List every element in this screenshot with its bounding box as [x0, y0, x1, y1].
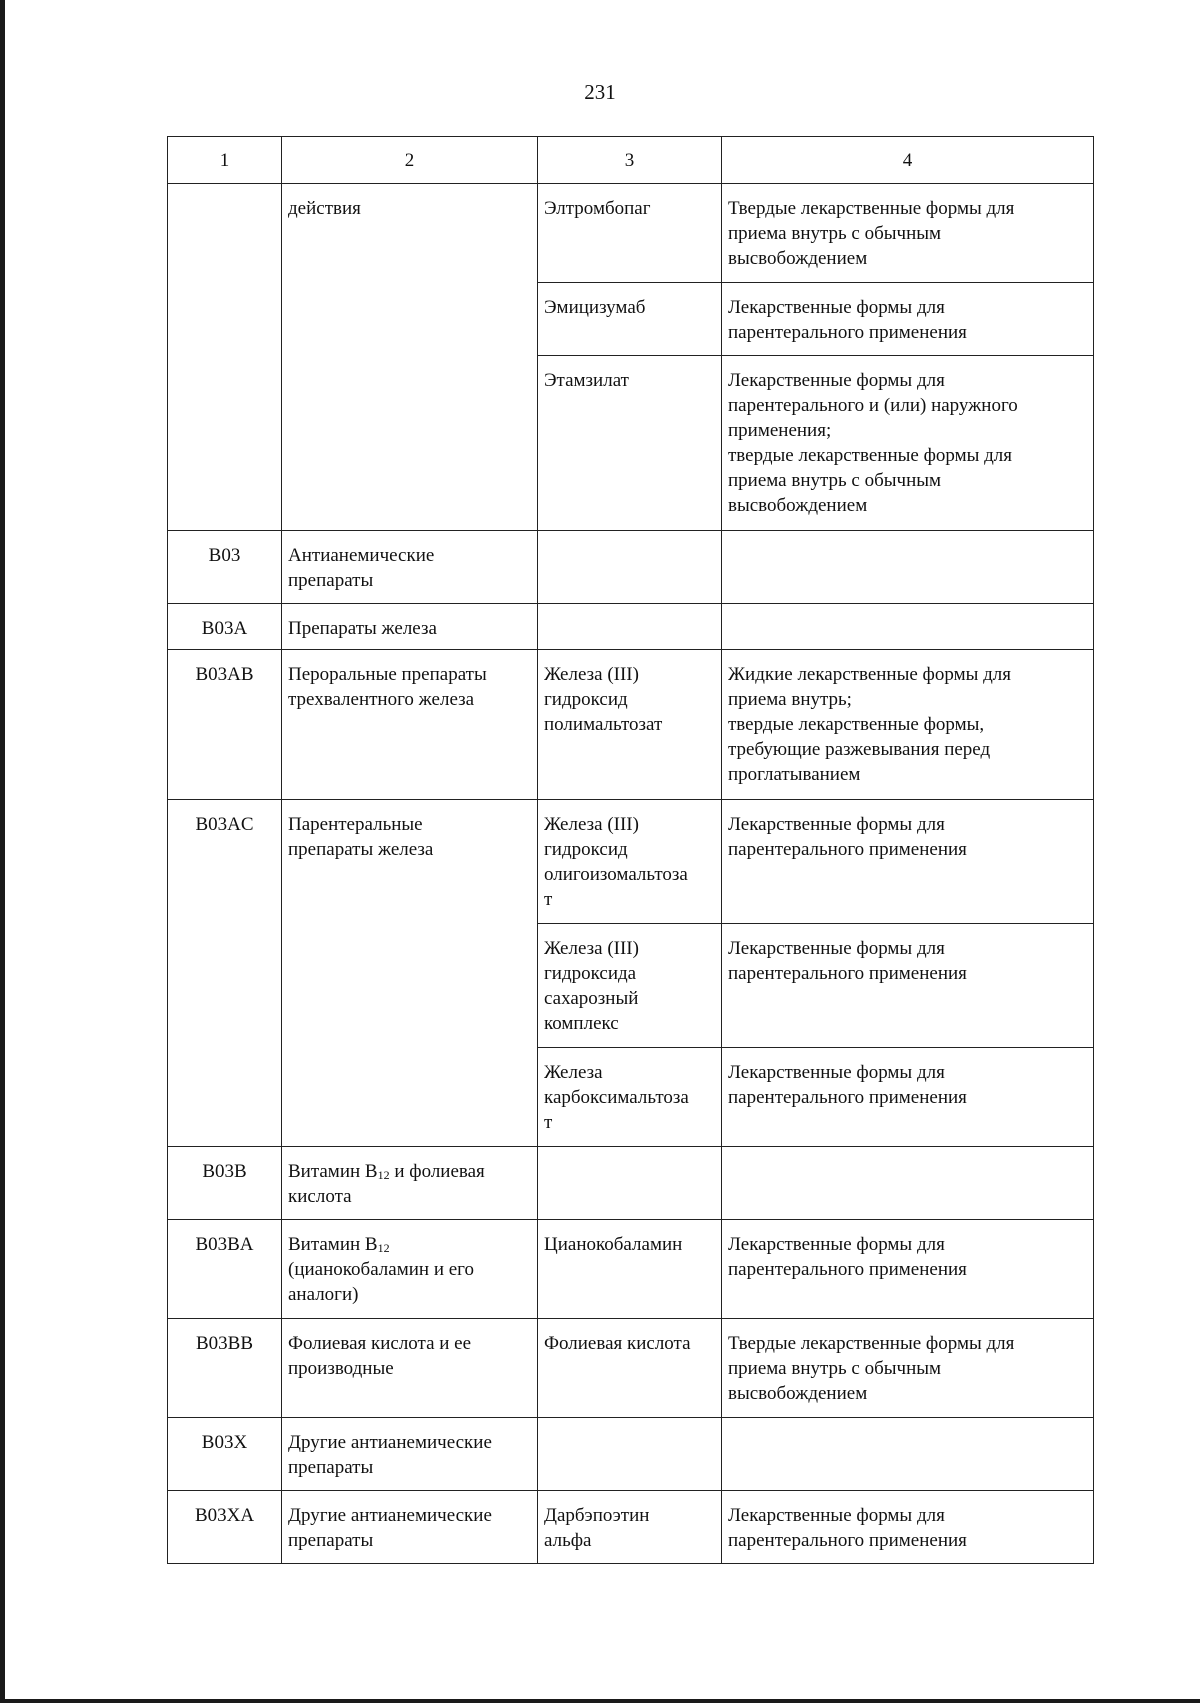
atc-code-cell: B03BA [168, 1220, 282, 1319]
substance-cell [538, 1147, 722, 1220]
atc-code-cell: B03 [168, 531, 282, 604]
atc-code-cell: B03BB [168, 1319, 282, 1418]
atc-code-cell: B03B [168, 1147, 282, 1220]
dosage-form-cell [722, 1418, 1094, 1491]
dosage-form-cell: Твердые лекарственные формы для приема внутрь с обычным высвобождением [722, 1319, 1094, 1418]
group-name-cell [282, 1147, 538, 1220]
atc-code-cell [168, 184, 282, 531]
group-name-cell: Пероральные препараты трехвалентного железа [282, 650, 538, 800]
group-name-cell: Парентеральные препараты железа [282, 800, 538, 1147]
substance-cell: Элтромбопаг [538, 184, 722, 283]
substance-cell: Железа карбоксимальтоза т [538, 1048, 722, 1147]
column-header-1: 1 [168, 137, 282, 184]
substance-cell: Железа (III) гидроксид полимальтозат [538, 650, 722, 800]
group-name-text-rest: (цианокобаламин и его аналоги) [288, 1259, 474, 1305]
column-header-3: 3 [538, 137, 722, 184]
table-row [168, 531, 1094, 604]
dosage-form-cell: Лекарственные формы для парентерального применения [722, 1491, 1094, 1564]
dosage-form-cell: Лекарственные формы для парентерального применения [722, 1220, 1094, 1319]
dosage-form-cell [722, 604, 1094, 650]
scan-edge-left [0, 0, 5, 1703]
page-number: 231 [584, 80, 616, 104]
substance-cell [538, 1418, 722, 1491]
atc-code-cell: B03A [168, 604, 282, 650]
table-row [168, 1491, 1094, 1564]
table-row [168, 184, 1094, 283]
substance-cell: Цианокобаламин [538, 1220, 722, 1319]
table-header-row [168, 137, 1094, 184]
group-name-cell [282, 1220, 538, 1319]
dosage-form-cell: Лекарственные формы для парентерального применения [722, 1048, 1094, 1147]
group-name-text: Витамин B [288, 1234, 378, 1255]
group-name-cell: Препараты железа [282, 604, 538, 650]
column-header-4: 4 [722, 137, 1094, 184]
substance-cell: Этамзилат [538, 356, 722, 531]
table-row [168, 1319, 1094, 1418]
group-name-cell: действия [282, 184, 538, 531]
table-row [168, 800, 1094, 924]
table-row [168, 650, 1094, 800]
group-name-cell: Фолиевая кислота и ее производные [282, 1319, 538, 1418]
substance-cell: Железа (III) гидроксид олигоизомальтоза т [538, 800, 722, 924]
group-name-cell: Другие антианемические препараты [282, 1491, 538, 1564]
substance-cell [538, 604, 722, 650]
scan-edge-bottom [0, 1699, 1200, 1703]
atc-code-cell: B03XA [168, 1491, 282, 1564]
group-name-subscript: 12 [377, 1168, 390, 1182]
substance-cell: Дарбэпоэтин альфа [538, 1491, 722, 1564]
table-row [168, 1418, 1094, 1491]
table-row [168, 1220, 1094, 1319]
dosage-form-cell: Лекарственные формы для парентерального применения [722, 283, 1094, 356]
atc-code-cell: B03AC [168, 800, 282, 1147]
substance-cell: Эмицизумаб [538, 283, 722, 356]
group-name-subscript: 12 [377, 1241, 390, 1255]
atc-code-cell: B03X [168, 1418, 282, 1491]
dosage-form-cell: Лекарственные формы для парентерального и (или) наружного применения; твердые лекарственные формы для приема внутрь с обычным высвобождением [722, 356, 1094, 531]
dosage-form-cell [722, 1147, 1094, 1220]
dosage-form-cell [722, 531, 1094, 604]
group-name-text: Витамин B [288, 1161, 378, 1182]
drug-classification-table [167, 136, 1094, 1564]
dosage-form-cell: Жидкие лекарственные формы для приема внутрь; твердые лекарственные формы, требующие разжевывания перед проглатыванием [722, 650, 1094, 800]
dosage-form-cell: Лекарственные формы для парентерального применения [722, 800, 1094, 924]
group-name-text-rest: и фолиевая кислота [288, 1161, 485, 1207]
group-name-cell: Другие антианемические препараты [282, 1418, 538, 1491]
dosage-form-cell: Твердые лекарственные формы для приема внутрь с обычным высвобождением [722, 184, 1094, 283]
substance-cell [538, 531, 722, 604]
column-header-2: 2 [282, 137, 538, 184]
group-name-cell: Антианемические препараты [282, 531, 538, 604]
table-row [168, 1147, 1094, 1220]
substance-cell: Фолиевая кислота [538, 1319, 722, 1418]
table-row [168, 604, 1094, 650]
atc-code-cell: B03AB [168, 650, 282, 800]
dosage-form-cell: Лекарственные формы для парентерального применения [722, 924, 1094, 1048]
substance-cell: Железа (III) гидроксида сахарозный комплекс [538, 924, 722, 1048]
